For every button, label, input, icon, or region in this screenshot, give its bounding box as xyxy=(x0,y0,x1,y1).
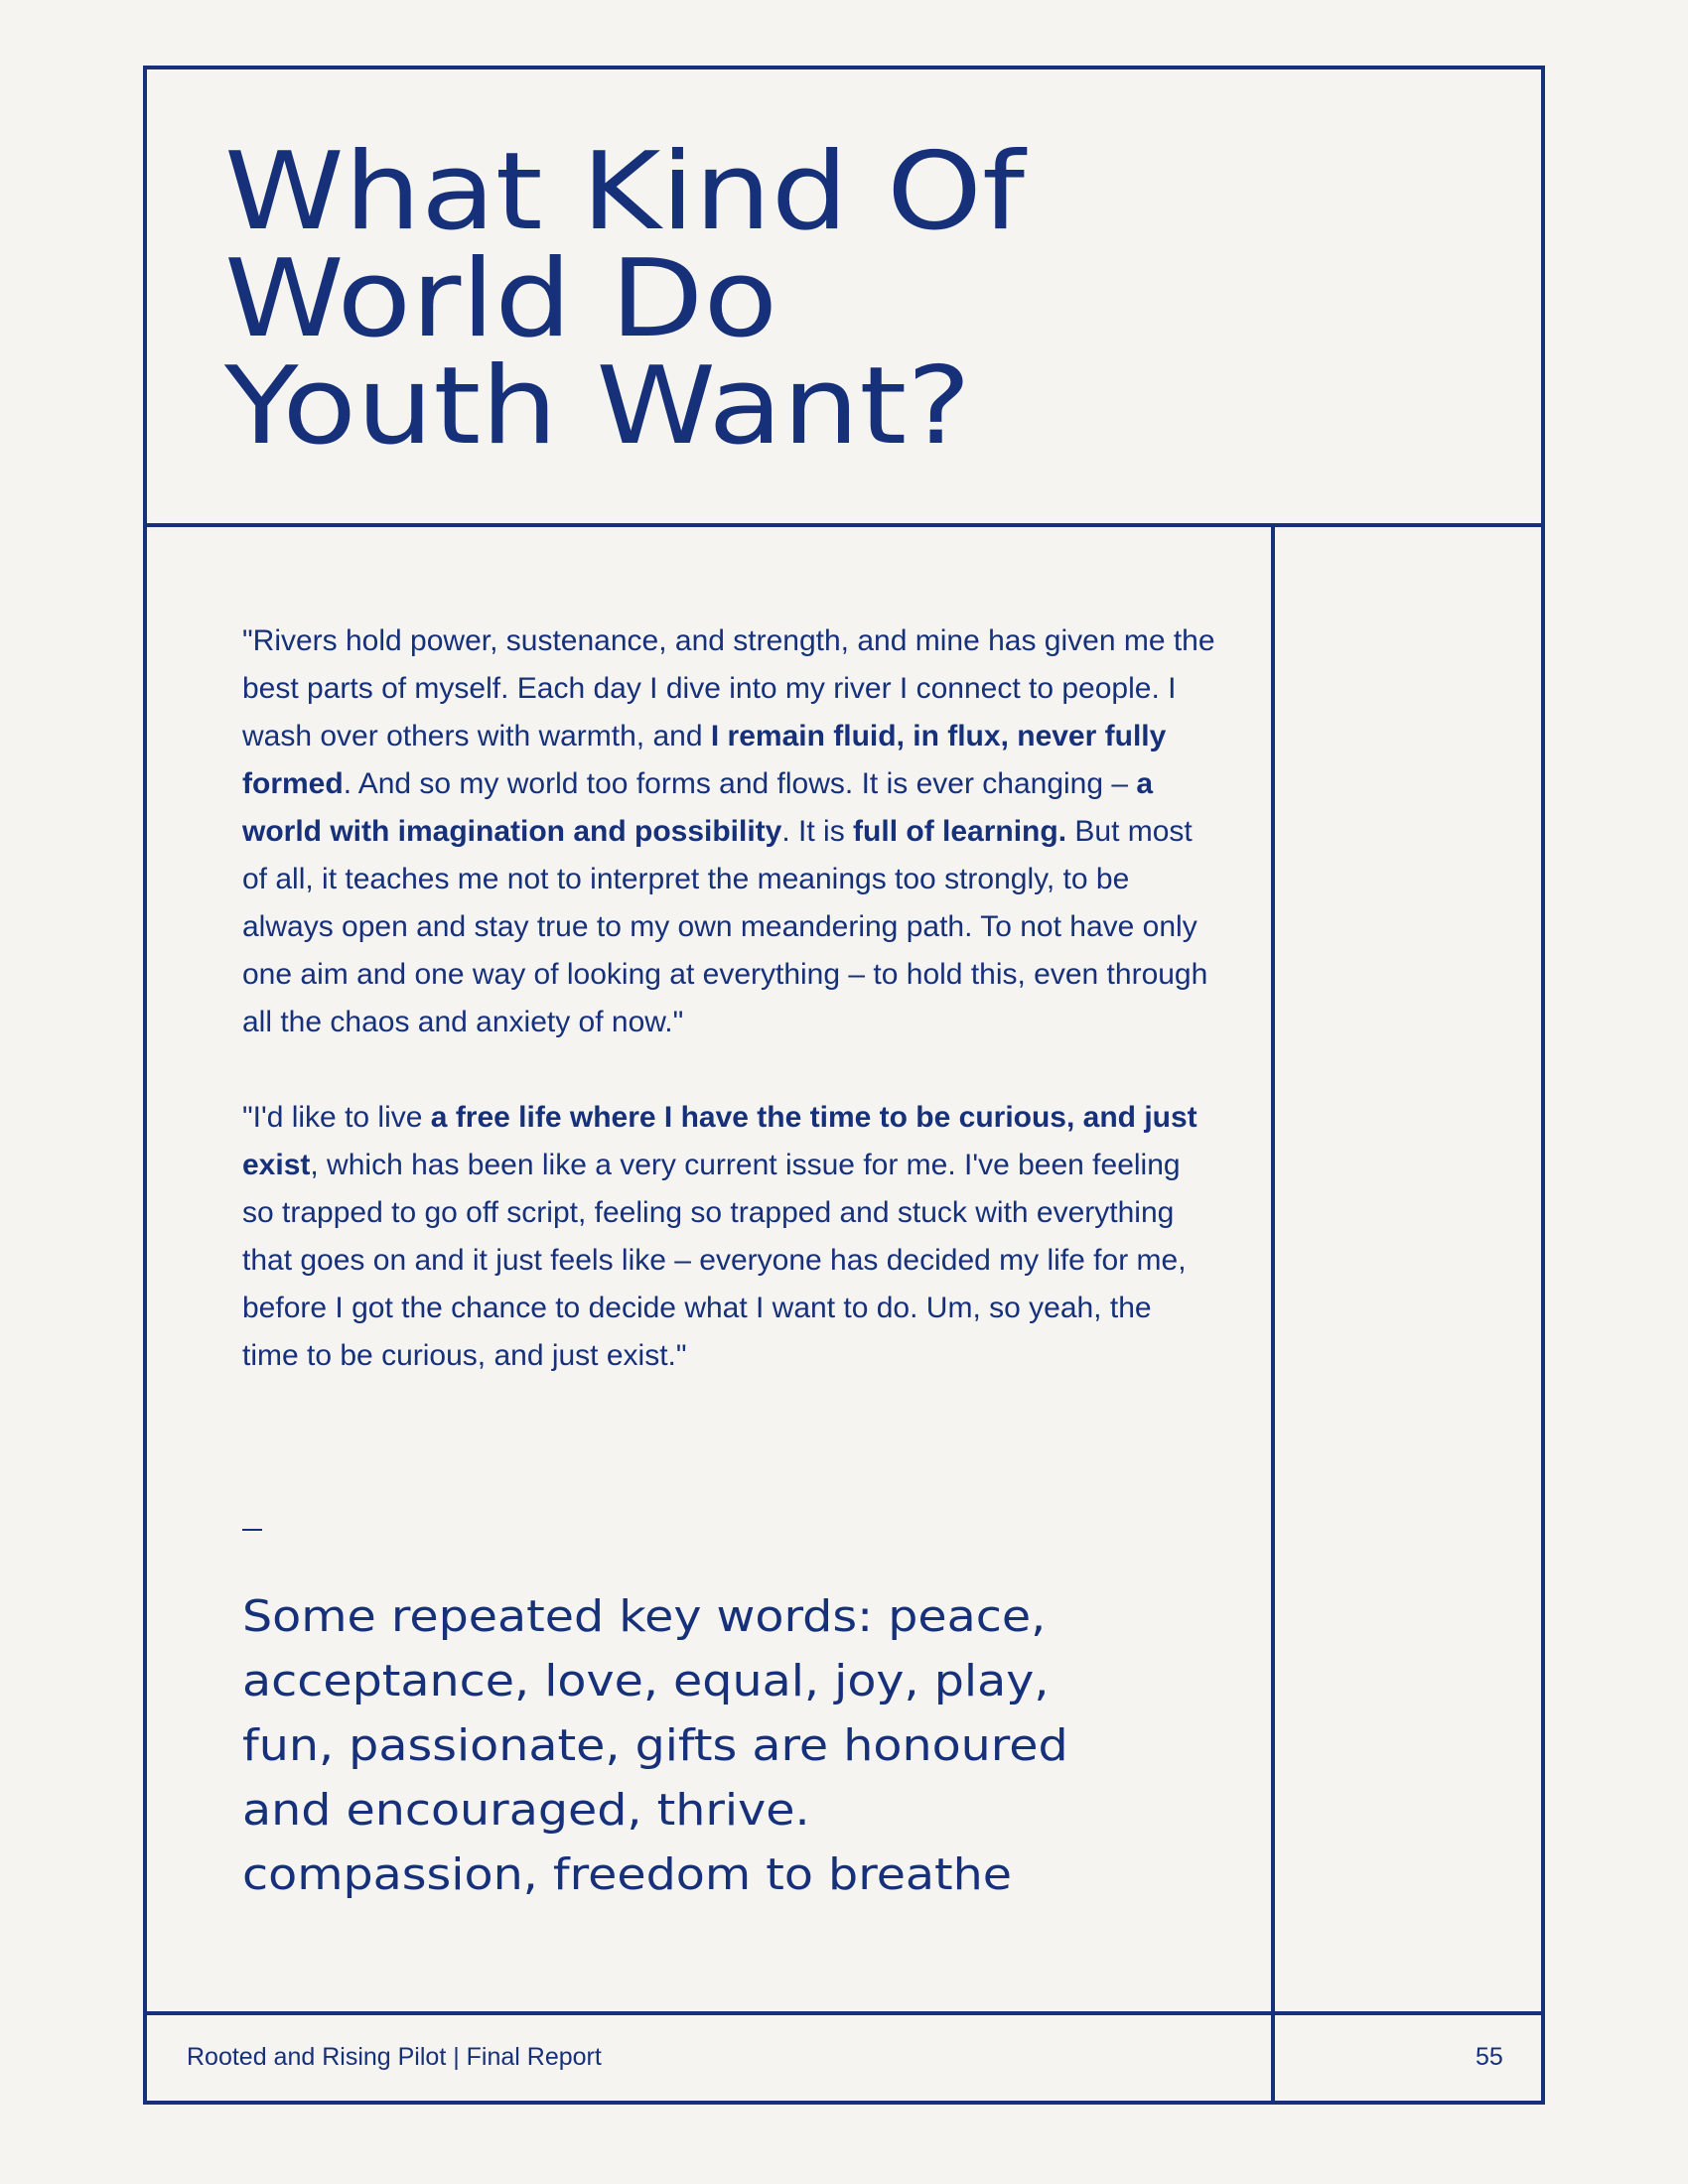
key-words-line: and encouraged, thrive. xyxy=(242,1785,810,1836)
footer-divider xyxy=(143,2011,1545,2015)
quote-text: , which has been like a very current issue for me. I've been feeling so trapped to go off script, feeling so trapped and stuck with everything that goes on and it just feels like – everyone has decided my life for me, before I got the chance to decide what I want to do. Um, so yeah, the time to be curious, and just exist." xyxy=(242,1149,1187,1372)
page-number: 55 xyxy=(1476,2043,1503,2071)
quote-emphasis: I remain fluid, in flux, never fully formed xyxy=(242,720,1167,800)
footer-report-name: Rooted and Rising Pilot | Final Report xyxy=(187,2043,602,2071)
key-words-line: Some repeated key words: peace, xyxy=(242,1591,1047,1642)
quote-text: "I'd like to live xyxy=(242,1101,431,1134)
quote-text: "Rivers hold power, sustenance, and strength, and mine has given me the best parts of myself. Each day I dive into my river I connect to people. I wash over others with warmth, and xyxy=(242,624,1215,752)
quotes-section xyxy=(242,617,1215,1428)
quote-text: . And so my world too forms and flows. It is ever changing – xyxy=(343,767,1137,800)
page-title xyxy=(224,130,1026,469)
title-line: Youth Want? xyxy=(224,344,971,469)
key-words-line: acceptance, love, equal, joy, play, xyxy=(242,1656,1050,1706)
title-line: World Do xyxy=(224,237,778,361)
quote-text: But most of all, it teaches me not to interpret the meanings too strongly, to be always open and stay true to my own meandering path. To not have only one aim and one way of looking at everything – to hold this, even through all the chaos and anxiety of now." xyxy=(242,815,1208,1038)
title-divider xyxy=(143,523,1545,527)
quote-free-life xyxy=(242,1094,1215,1380)
key-words-line: fun, passionate, gifts are honoured xyxy=(242,1720,1068,1771)
quote-emphasis: full of learning. xyxy=(853,815,1067,848)
section-dash xyxy=(242,1529,262,1531)
quote-text: . It is xyxy=(781,815,854,848)
key-words xyxy=(242,1584,1315,1907)
key-words-line: compassion, freedom to breathe xyxy=(242,1849,1013,1900)
quote-rivers xyxy=(242,617,1215,1046)
title-line: What Kind Of xyxy=(224,130,1026,254)
quote-emphasis: a free life where I have the time to be curious, and just exist xyxy=(242,1101,1197,1181)
quote-emphasis: a world with imagination and possibility xyxy=(242,767,1154,848)
